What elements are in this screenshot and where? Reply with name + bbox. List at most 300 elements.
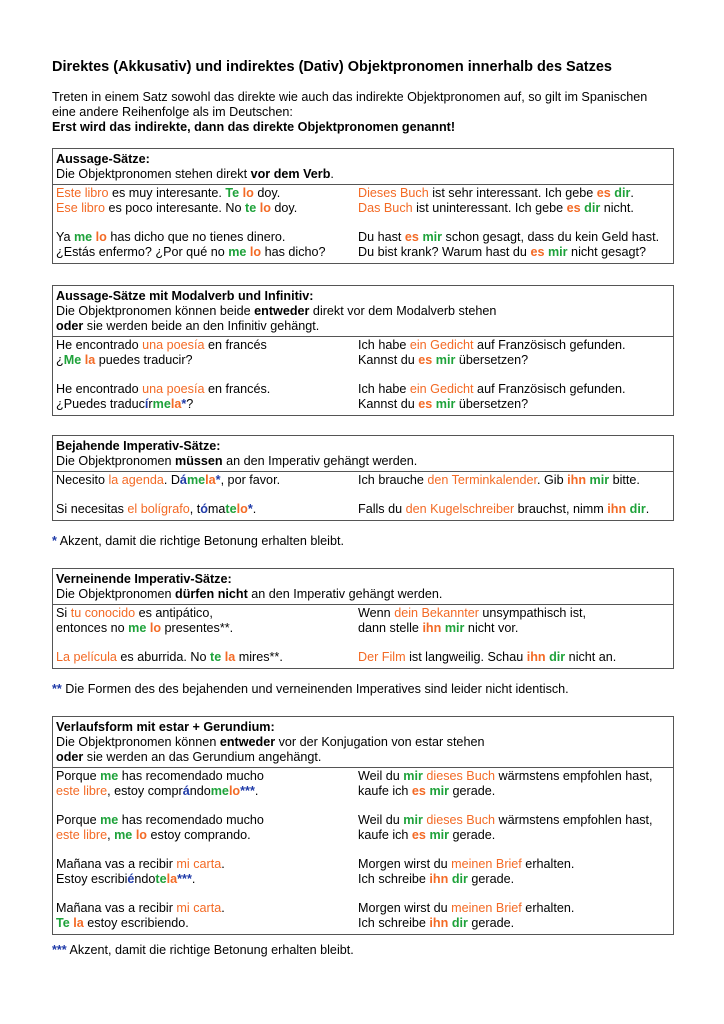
- german-translation: [358, 186, 670, 216]
- spanish-example: [56, 769, 358, 799]
- row-gap: [56, 216, 670, 230]
- section-description: [56, 319, 669, 334]
- text-run: ¿Estás enfermo? ¿Por qué no: [56, 245, 229, 259]
- text-run: has dicho que no tienes dinero.: [106, 230, 286, 244]
- text-run: oder: [56, 319, 84, 333]
- example-rows: [53, 768, 673, 934]
- example-line: [56, 502, 358, 517]
- text-run: la agenda: [108, 473, 164, 487]
- text-run: me: [152, 397, 171, 411]
- translation-line: [358, 338, 670, 353]
- text-run: es: [566, 201, 581, 215]
- footnote: [52, 682, 569, 697]
- section-heading: Verneinende Imperativ-Sätze:: [56, 572, 232, 586]
- text-run: auf Französisch gefunden.: [473, 382, 626, 396]
- german-translation: [358, 606, 670, 636]
- text-run: una poesía: [142, 338, 205, 352]
- text-run: .: [252, 502, 257, 516]
- footnote-text: Akzent, damit die richtige Betonung erhalten bleibt.: [56, 534, 344, 548]
- text-run: lo: [259, 201, 271, 215]
- text-run: Porque: [56, 813, 101, 827]
- text-run: mi carta: [176, 857, 222, 871]
- row-gap: [56, 368, 670, 382]
- translation-line: [358, 473, 670, 488]
- text-run: .: [630, 186, 634, 200]
- text-run: Die Objektpronomen können: [56, 735, 220, 749]
- text-run: Ich habe: [358, 338, 410, 352]
- text-run: mir: [547, 245, 568, 259]
- text-run: dir: [584, 201, 601, 215]
- text-run: la: [84, 353, 96, 367]
- german-translation: [358, 473, 670, 488]
- text-run: lo: [135, 828, 148, 842]
- text-run: Das Buch: [358, 201, 413, 215]
- text-run: lo: [95, 230, 107, 244]
- example-row: [56, 650, 670, 665]
- text-run: gerade.: [467, 916, 515, 930]
- text-run: Ya: [56, 230, 74, 244]
- example-row: [56, 473, 670, 488]
- example-line: [56, 650, 358, 665]
- section-description: [56, 587, 669, 602]
- spanish-example: [56, 502, 358, 517]
- text-run: la: [224, 650, 236, 664]
- text-run: me: [100, 813, 119, 827]
- text-run: mires**.: [235, 650, 283, 664]
- footnote: [52, 534, 344, 549]
- text-run: Morgen wirst du: [358, 901, 452, 915]
- text-run: .: [191, 872, 196, 886]
- text-run: ma: [207, 502, 226, 516]
- example-row: [56, 382, 670, 412]
- text-run: r: [148, 397, 153, 411]
- text-run: ,: [107, 828, 115, 842]
- section-header: [53, 149, 673, 185]
- text-run: Mañana vas a recibir: [56, 901, 177, 915]
- text-run: .: [221, 901, 225, 915]
- example-rows: [53, 337, 673, 415]
- text-run: .: [254, 784, 259, 798]
- intro-line: eine andere Reihenfolge als im Deutschen:: [52, 105, 293, 119]
- text-run: es: [404, 230, 419, 244]
- text-run: ein Gedicht: [409, 338, 474, 352]
- text-run: erhalten.: [521, 857, 575, 871]
- text-run: ihn: [422, 621, 442, 635]
- text-run: Falls du: [358, 502, 406, 516]
- text-run: Ich habe: [358, 382, 410, 396]
- section-description: [56, 454, 669, 469]
- example-line: [56, 872, 358, 887]
- section-description: [56, 304, 669, 319]
- text-run: den Kugelschreiber: [405, 502, 515, 516]
- text-run: schon gesagt, dass du kein Geld hast.: [442, 230, 660, 244]
- text-run: mir: [422, 230, 443, 244]
- text-run: una poesía: [142, 382, 205, 396]
- example-line: [56, 473, 358, 488]
- intro-line: Treten in einem Satz sowohl das direkte wie auch das indirekte Objektpronomen auf, so gilt im Spanischen: [52, 90, 648, 104]
- section-heading: Verlaufsform mit estar + Gerundium:: [56, 720, 275, 734]
- text-run: dieses Buch: [426, 769, 495, 783]
- text-run: ein Gedicht: [409, 382, 474, 396]
- text-run: ndo: [189, 784, 211, 798]
- german-translation: [358, 813, 670, 843]
- text-run: dein Bekannter: [394, 606, 479, 620]
- row-gap: [56, 887, 670, 901]
- translation-line: [358, 828, 670, 843]
- text-run: es antipático,: [135, 606, 213, 620]
- text-run: ihn: [429, 916, 449, 930]
- text-run: Du hast: [358, 230, 405, 244]
- footnote-marker: ***: [52, 943, 67, 957]
- text-run: Si: [56, 606, 71, 620]
- row-gap: [56, 843, 670, 857]
- text-run: Kannst du: [358, 397, 419, 411]
- text-run: ihn: [567, 473, 587, 487]
- page-title: Direktes (Akkusativ) und indirektes (Dativ) Objektpronomen innerhalb des Satzes: [52, 59, 612, 75]
- section-header: [53, 569, 673, 605]
- text-run: ist uninteressant. Ich gebe: [412, 201, 567, 215]
- translation-line: [358, 230, 670, 245]
- translation-line: [358, 621, 670, 636]
- spanish-example: [56, 230, 358, 260]
- translation-line: [358, 784, 670, 799]
- translation-line: [358, 397, 670, 412]
- text-run: Die Objektpronomen: [56, 454, 176, 468]
- section-box: [52, 568, 674, 669]
- text-run: lo: [228, 784, 241, 798]
- text-run: dir: [629, 502, 646, 516]
- text-run: entweder: [219, 735, 276, 749]
- text-run: á: [179, 473, 187, 487]
- translation-line: [358, 769, 670, 784]
- text-run: mir: [403, 769, 423, 783]
- text-run: este libre: [56, 784, 108, 798]
- text-run: Kannst du: [358, 353, 419, 367]
- text-run: .: [330, 167, 334, 181]
- german-translation: [358, 382, 670, 412]
- intro-rule: Erst wird das indirekte, dann das direkte Objektpronomen genannt!: [52, 120, 456, 134]
- text-run: presentes**.: [161, 621, 234, 635]
- translation-line: [358, 857, 670, 872]
- text-run: Me: [63, 353, 82, 367]
- text-run: me: [73, 230, 93, 244]
- german-translation: [358, 338, 670, 368]
- text-run: an den Imperativ gehängt werden.: [247, 587, 443, 601]
- row-gap: [56, 488, 670, 502]
- spanish-example: [56, 901, 358, 931]
- text-run: Te: [225, 186, 240, 200]
- text-run: Porque: [56, 769, 101, 783]
- spanish-example: [56, 382, 358, 412]
- text-run: Die Objektpronomen stehen direkt: [56, 167, 251, 181]
- text-run: gerade.: [449, 784, 496, 798]
- spanish-example: [56, 606, 358, 636]
- text-run: puedes traducir?: [95, 353, 193, 367]
- example-line: [56, 769, 358, 784]
- example-row: [56, 857, 670, 887]
- text-run: übersetzen?: [455, 397, 529, 411]
- text-run: mir: [403, 813, 423, 827]
- text-run: me: [186, 473, 206, 487]
- text-run: sie werden beide an den Infinitiv gehängt.: [83, 319, 320, 333]
- translation-line: [358, 606, 670, 621]
- text-run: ihn: [429, 872, 449, 886]
- example-line: [56, 338, 358, 353]
- text-run: wärmstens empfohlen hast,: [495, 813, 653, 827]
- text-run: kaufe ich: [358, 828, 412, 842]
- text-run: .: [221, 857, 225, 871]
- text-run: es muy interesante.: [108, 186, 226, 200]
- text-run: has recomendado mucho: [118, 769, 264, 783]
- footnote-marker: *: [52, 534, 57, 548]
- text-run: wärmstens empfohlen hast,: [495, 769, 653, 783]
- text-run: lo: [236, 502, 248, 516]
- text-run: entweder: [254, 304, 310, 318]
- example-rows: [53, 185, 673, 263]
- example-line: [56, 397, 358, 412]
- german-translation: [358, 502, 670, 517]
- text-run: mir: [435, 353, 456, 367]
- text-run: has recomendado mucho: [118, 813, 264, 827]
- text-run: me: [228, 245, 247, 259]
- text-run: gerade.: [449, 828, 496, 842]
- text-run: es: [596, 186, 611, 200]
- example-line: [56, 916, 358, 931]
- text-run: *: [181, 397, 187, 411]
- text-run: dürfen nicht: [175, 587, 248, 601]
- spanish-example: [56, 813, 358, 843]
- text-run: ¿Puedes traduc: [56, 397, 145, 411]
- text-run: nicht gesagt?: [567, 245, 646, 259]
- translation-line: [358, 650, 670, 665]
- text-run: vor dem Verb: [250, 167, 331, 181]
- text-run: vor der Konjugation von estar stehen: [275, 735, 485, 749]
- text-run: me: [128, 621, 147, 635]
- german-translation: [358, 857, 670, 887]
- example-line: [56, 857, 358, 872]
- text-run: mi carta: [176, 901, 222, 915]
- text-run: la: [166, 872, 178, 886]
- section-heading: Aussage-Sätze mit Modalverb und Infinitiv:: [56, 289, 314, 303]
- text-run: ihn: [526, 650, 546, 664]
- text-run: bitte.: [609, 473, 640, 487]
- example-rows: [53, 605, 673, 668]
- text-run: ¿: [56, 353, 64, 367]
- text-run: lo: [249, 245, 262, 259]
- text-run: Du bist krank? Warum hast du: [358, 245, 531, 259]
- row-gap: [56, 636, 670, 650]
- section-header: [53, 286, 673, 337]
- text-run: Ich schreibe: [358, 872, 430, 886]
- spanish-example: [56, 186, 358, 216]
- text-run: unsympathisch ist,: [478, 606, 587, 620]
- text-run: é: [127, 872, 135, 886]
- text-run: la: [170, 397, 182, 411]
- text-run: has dicho?: [261, 245, 326, 259]
- text-run: mir: [444, 621, 465, 635]
- example-line: [56, 382, 358, 397]
- example-row: [56, 230, 670, 260]
- text-run: la: [73, 916, 84, 930]
- text-run: *: [215, 473, 221, 487]
- text-run: estoy escribiendo.: [83, 916, 189, 930]
- text-run: oder: [56, 750, 84, 764]
- example-row: [56, 502, 670, 517]
- text-run: te: [210, 650, 222, 664]
- translation-line: [358, 245, 670, 260]
- spanish-example: [56, 338, 358, 368]
- section-description: [56, 750, 669, 765]
- text-run: dir: [549, 650, 566, 664]
- text-run: Morgen wirst du: [358, 857, 452, 871]
- text-run: mir: [429, 828, 450, 842]
- text-run: He encontrado: [56, 382, 143, 396]
- text-run: me: [114, 828, 133, 842]
- text-run: es poco interesante. No: [105, 201, 246, 215]
- footnote-text: Die Formen des des bejahenden und verneinenden Imperatives sind leider nicht identisch.: [61, 682, 569, 696]
- text-run: . Gib: [537, 473, 568, 487]
- text-run: el bolígrafo: [127, 502, 190, 516]
- text-run: , por favor.: [220, 473, 281, 487]
- spanish-example: [56, 650, 358, 665]
- text-run: sie werden an das Gerundium angehängt.: [83, 750, 322, 764]
- text-run: mir: [429, 784, 450, 798]
- text-run: Weil du: [358, 813, 404, 827]
- example-row: [56, 769, 670, 799]
- example-line: [56, 230, 358, 245]
- text-run: entonces no: [56, 621, 129, 635]
- example-line: [56, 186, 358, 201]
- text-run: te: [155, 872, 167, 886]
- text-run: en francés.: [204, 382, 271, 396]
- text-run: ndo: [134, 872, 156, 886]
- text-run: te: [225, 502, 237, 516]
- text-run: nicht vor.: [464, 621, 519, 635]
- translation-line: [358, 382, 670, 397]
- translation-line: [358, 872, 670, 887]
- section-box: [52, 716, 674, 935]
- text-run: erhalten.: [521, 901, 575, 915]
- translation-line: [358, 201, 670, 216]
- text-run: den Terminkalender: [427, 473, 538, 487]
- example-line: [56, 784, 358, 799]
- german-translation: [358, 650, 670, 665]
- text-run: übersetzen?: [455, 353, 529, 367]
- text-run: ***: [177, 872, 192, 886]
- text-run: meinen Brief: [451, 857, 522, 871]
- text-run: te: [245, 201, 257, 215]
- text-run: La película: [56, 650, 117, 664]
- text-run: es aburrida. No: [116, 650, 211, 664]
- spanish-example: [56, 857, 358, 887]
- section-description: [56, 735, 669, 750]
- text-run: meinen Brief: [451, 901, 522, 915]
- text-run: doy.: [253, 186, 281, 200]
- text-run: es: [411, 784, 426, 798]
- text-run: Si necesitas: [56, 502, 128, 516]
- text-run: es: [418, 397, 433, 411]
- section-heading: Aussage-Sätze:: [56, 152, 150, 166]
- example-line: [56, 353, 358, 368]
- section-box: [52, 285, 674, 416]
- text-run: nicht.: [600, 201, 634, 215]
- text-run: doy.: [270, 201, 298, 215]
- text-run: tu conocido: [70, 606, 136, 620]
- text-run: ist langweilig. Schau: [405, 650, 527, 664]
- text-run: ihn: [607, 502, 627, 516]
- text-run: ?: [186, 397, 194, 411]
- text-run: auf Französisch gefunden.: [473, 338, 626, 352]
- example-line: [56, 828, 358, 843]
- text-run: dir: [451, 872, 468, 886]
- text-run: me: [210, 784, 229, 798]
- text-run: kaufe ich: [358, 784, 412, 798]
- text-run: *: [247, 502, 253, 516]
- section-header: [53, 717, 673, 768]
- text-run: Este libro: [56, 186, 109, 200]
- text-run: Estoy escribi: [56, 872, 128, 886]
- text-run: an den Imperativ gehängt werden.: [222, 454, 418, 468]
- example-row: [56, 813, 670, 843]
- text-run: es: [418, 353, 433, 367]
- text-run: dann stelle: [358, 621, 423, 635]
- example-line: [56, 901, 358, 916]
- example-line: [56, 621, 358, 636]
- footnote-marker: **: [52, 682, 62, 696]
- translation-line: [358, 353, 670, 368]
- translation-line: [358, 502, 670, 517]
- text-run: Ich schreibe: [358, 916, 430, 930]
- translation-line: [358, 813, 670, 828]
- text-run: es: [530, 245, 545, 259]
- footnote-text: Akzent, damit die richtige Betonung erhalten bleibt.: [66, 943, 354, 957]
- section-header: [53, 436, 673, 472]
- section-box: [52, 148, 674, 264]
- text-run: estoy comprando.: [147, 828, 251, 842]
- text-run: dir: [614, 186, 631, 200]
- text-run: Der Film: [358, 650, 406, 664]
- spanish-example: [56, 473, 358, 488]
- text-run: lo: [149, 621, 162, 635]
- text-run: á: [182, 784, 190, 798]
- text-run: Te: [56, 916, 70, 930]
- german-translation: [358, 901, 670, 931]
- text-run: He encontrado: [56, 338, 143, 352]
- intro-paragraph: [52, 90, 674, 135]
- text-run: Necesito: [56, 473, 109, 487]
- section-heading: Bejahende Imperativ-Sätze:: [56, 439, 221, 453]
- text-run: direkt vor dem Modalverb stehen: [309, 304, 497, 318]
- text-run: nicht an.: [565, 650, 617, 664]
- example-line: [56, 813, 358, 828]
- text-run: me: [100, 769, 119, 783]
- text-run: Ese libro: [56, 201, 105, 215]
- german-translation: [358, 769, 670, 799]
- text-run: la: [205, 473, 216, 487]
- example-line: [56, 606, 358, 621]
- german-translation: [358, 230, 670, 260]
- text-run: brauchst, nimm: [514, 502, 608, 516]
- translation-line: [358, 186, 670, 201]
- text-run: este libre: [56, 828, 108, 842]
- text-run: lo: [242, 186, 254, 200]
- text-run: en francés: [204, 338, 267, 352]
- text-run: , estoy compr: [107, 784, 183, 798]
- text-run: Ich brauche: [358, 473, 428, 487]
- row-gap: [56, 799, 670, 813]
- text-run: í: [144, 397, 149, 411]
- text-run: Wenn: [358, 606, 395, 620]
